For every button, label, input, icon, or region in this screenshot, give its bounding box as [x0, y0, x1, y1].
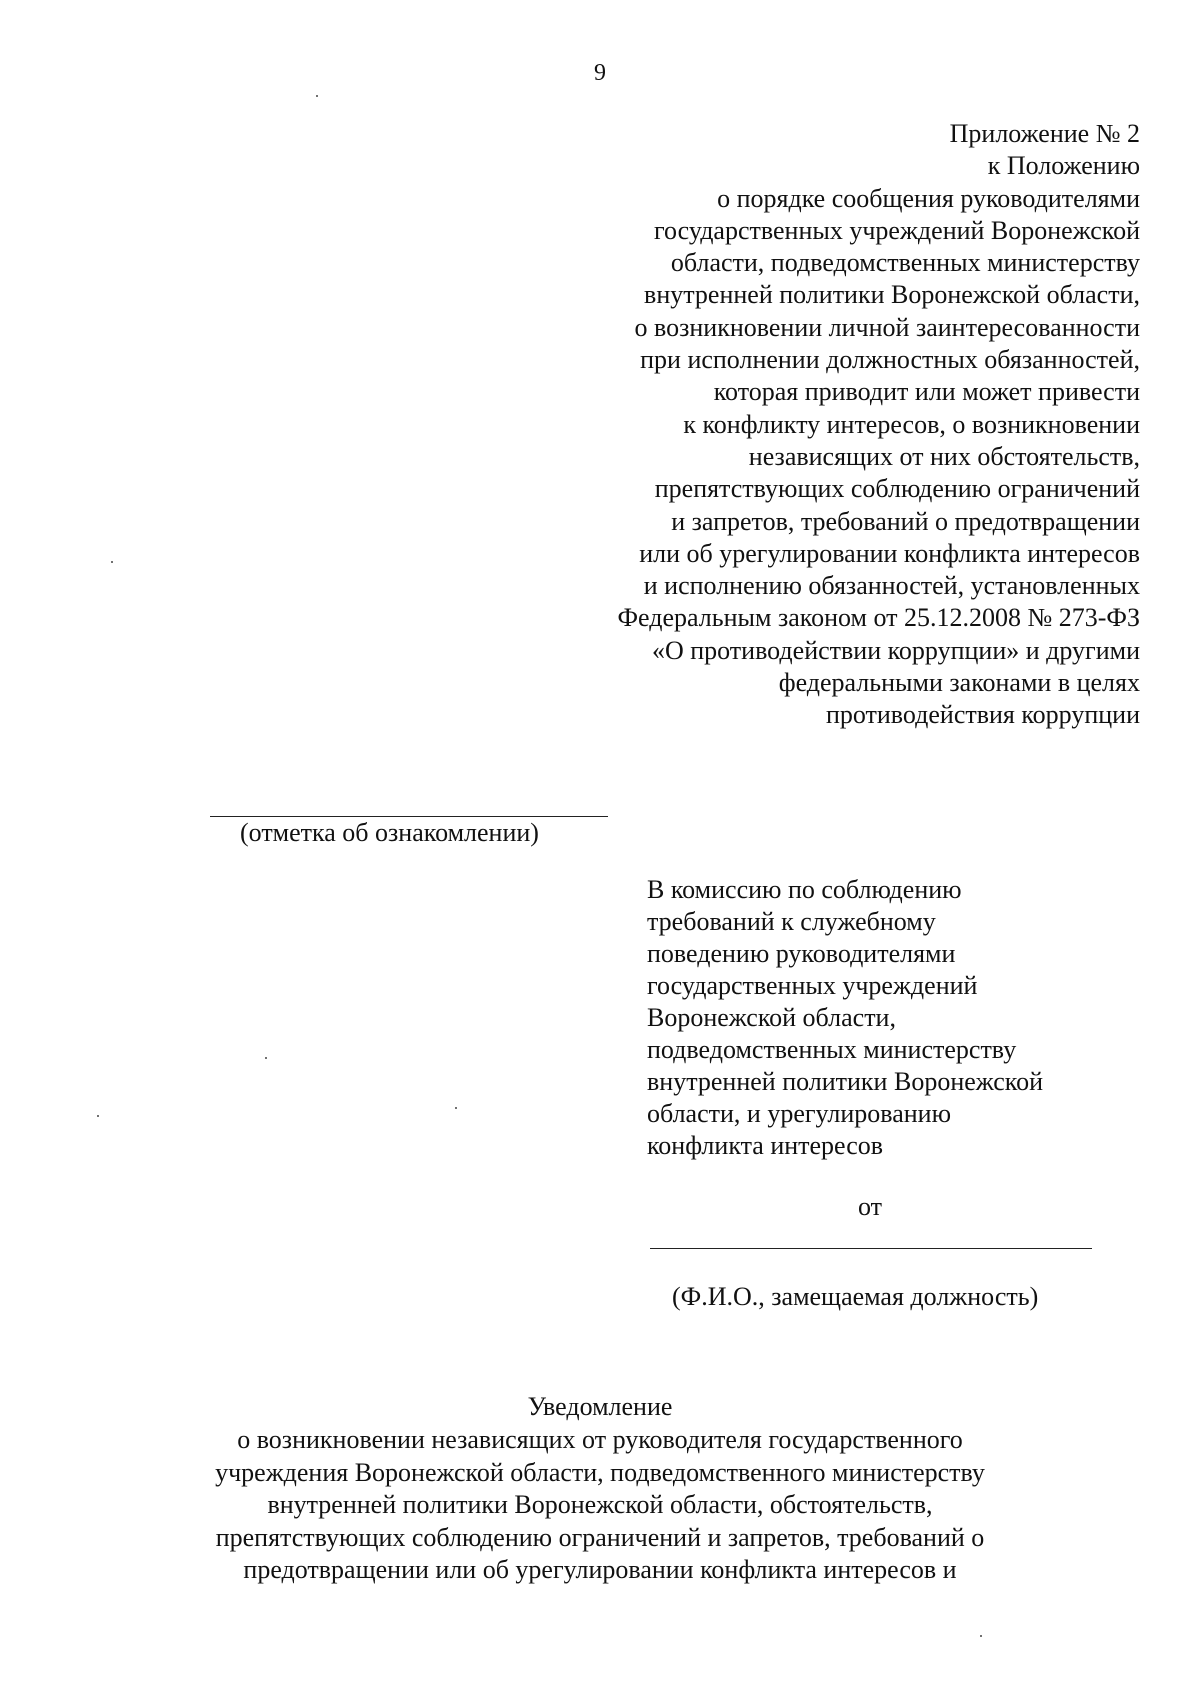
addressee-line: подведомственных министерству — [647, 1035, 1017, 1064]
appendix-line: к Положению — [987, 151, 1140, 181]
scan-speck — [97, 1115, 99, 1117]
sender-caption: (Ф.И.О., замещаемая должность) — [672, 1282, 1039, 1311]
acknowledgement-signature-line — [210, 816, 608, 817]
addressee-line: государственных учреждений — [647, 971, 978, 1000]
appendix-line: или об урегулировании конфликта интересов — [639, 538, 1140, 568]
appendix-line: области, подведомственных министерству — [670, 248, 1140, 278]
addressee-line: конфликта интересов — [647, 1131, 884, 1160]
appendix-line: о порядке сообщения руководителями — [717, 183, 1140, 213]
addressee-line: области, и урегулированию — [647, 1099, 952, 1128]
addressee-line: Воронежской области, — [647, 1003, 896, 1032]
addressee-line: поведению руководителями — [647, 939, 956, 968]
notice-line: внутренней политики Воронежской области, обстоятельств, — [267, 1490, 933, 1520]
scan-speck — [455, 1107, 457, 1109]
appendix-line: и исполнению обязанностей, установленных — [643, 571, 1140, 601]
appendix-line: внутренней политики Воронежской области, — [644, 280, 1140, 310]
appendix-line: федеральными законами в целях — [778, 668, 1140, 698]
appendix-line: к конфликту интересов, о возникновении — [683, 409, 1140, 439]
appendix-line: государственных учреждений Воронежской — [653, 215, 1140, 245]
appendix-header — [440, 118, 1140, 732]
appendix-line: Приложение № 2 — [949, 119, 1140, 148]
page-number: 9 — [594, 60, 606, 86]
notice-body — [0, 1424, 1200, 1587]
acknowledgement-caption: (отметка об ознакомлении) — [240, 818, 539, 847]
from-label: от — [858, 1192, 883, 1221]
notice-line: учреждения Воронежской области, подведомственного министерству — [215, 1457, 985, 1487]
addressee-line: внутренней политики Воронежской — [647, 1067, 1044, 1096]
notice-line: предотвращении или об урегулировании конфликта интересов и — [243, 1555, 957, 1585]
appendix-line: и запретов, требований о предотвращении — [671, 506, 1140, 536]
appendix-line: которая приводит или может привести — [713, 377, 1140, 407]
appendix-line: при исполнении должностных обязанностей, — [640, 345, 1140, 375]
scan-speck — [111, 561, 113, 563]
addressee-line: В комиссию по соблюдению — [647, 875, 962, 904]
appendix-line: Федеральным законом от 25.12.2008 № 273-ФЗ — [617, 603, 1140, 633]
appendix-line: о возникновении личной заинтересованности — [634, 312, 1140, 342]
notice-line: препятствующих соблюдению ограничений и запретов, требований о — [215, 1522, 985, 1552]
scan-speck — [265, 1057, 267, 1059]
scan-speck — [316, 95, 318, 97]
sender-fill-line — [650, 1248, 1092, 1249]
addressee-line: требований к служебному — [647, 907, 936, 936]
scan-speck — [980, 1635, 982, 1637]
addressee-block — [647, 874, 1043, 1162]
appendix-line: «О противодействии коррупции» и другими — [651, 635, 1140, 665]
appendix-line: независящих от них обстоятельств, — [748, 441, 1140, 471]
appendix-line: противодействия коррупции — [825, 700, 1140, 730]
notice-line: о возникновении независящих от руководителя государственного — [237, 1425, 963, 1454]
notice-title: Уведомление — [527, 1392, 673, 1421]
appendix-line: препятствующих соблюдению ограничений — [654, 474, 1140, 504]
